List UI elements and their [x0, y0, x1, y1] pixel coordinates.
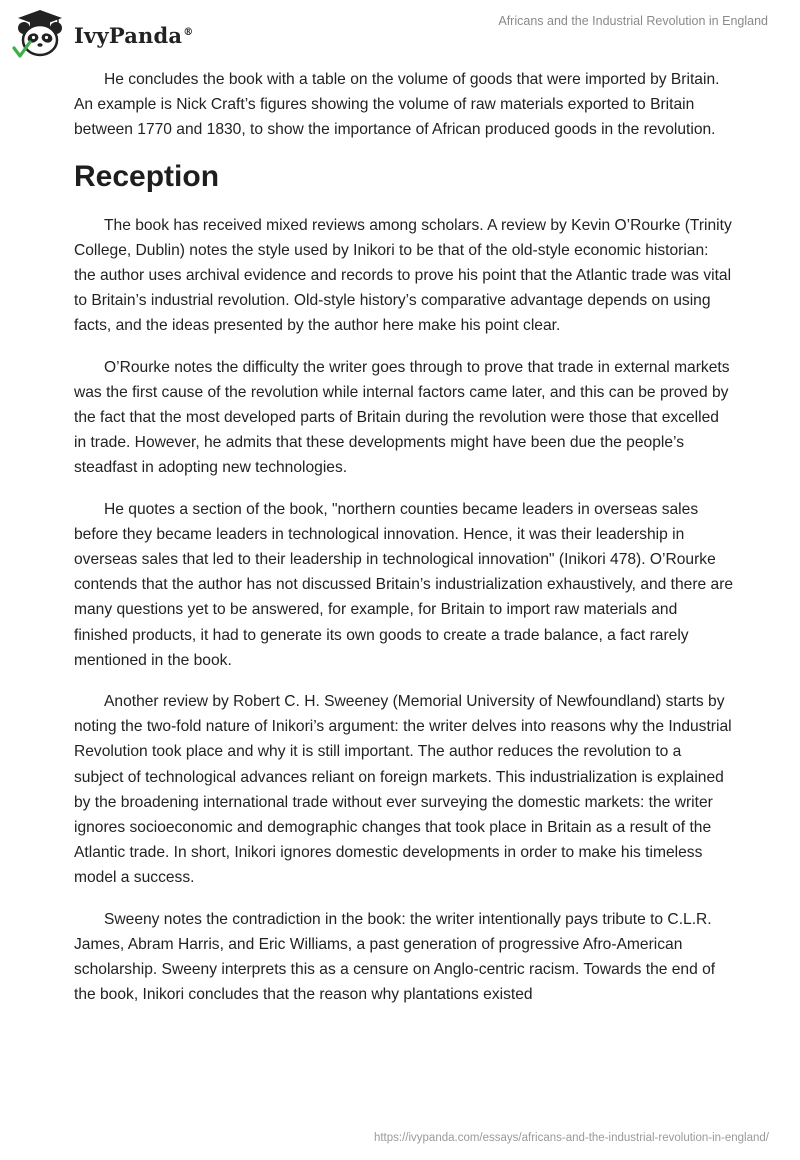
source-url-link[interactable]: https://ivypanda.com/essays/africans-and-the-industrial-revolution-in-england/ — [373, 1132, 769, 1144]
paragraph-3: He quotes a section of the book, "northern counties became leaders in overseas sales before they became leaders in technological innovation. Hence, it was their leadership in overseas sales that led to their leadership in technological innovation" (Inikori 478). O’Rourke contends that the author has not discussed Britain’s industrialization exhaustively, and there are many questions yet to be answered, for example, for Britain to import raw materials and finished products, it had to generate its own goods to create a trade balance, a fact rarely mentioned in the book. — [74, 500, 734, 669]
panda-graduate-icon — [12, 8, 68, 60]
logo-wordmark — [74, 23, 193, 48]
document-title: Africans and the Industrial Revolution in England — [498, 14, 768, 28]
essay-body — [74, 67, 734, 1024]
section-heading-reception: Reception — [74, 159, 220, 193]
page-header — [0, 0, 800, 70]
logo-text: IvyPanda — [74, 22, 183, 48]
paragraph-2: O’Rourke notes the difficulty the writer goes through to prove that trade in external markets was the first cause of the revolution while internal factors came later, and this can be proved by the fact that the most developed parts of Britain during the revolution were those that excelled in trade. However, he admits that these developments might have been due the people’s steadfast in adopting new technologies. — [74, 358, 730, 477]
paragraph-4: Another review by Robert C. H. Sweeney (Memorial University of Newfoundland) starts by noting the two-fold nature of Inikori’s argument: the writer delves into reasons why the Industrial Revolution took place and why it is still important. The author reduces the revolution to a subject of technological advances reliant on foreign markets. This industrialization is explained by the broadening international trade without ever surveying the domestic markets: the writer ignores socioeconomic and demographic changes that took place in Britain as a result of the Atlantic trade. In short, Inikori ignores domestic developments in order to make his timeless model a success. — [74, 693, 732, 887]
registered-mark: ® — [183, 26, 194, 38]
paragraph-intro: He concludes the book with a table on the volume of goods that were imported by Britain. An example is Nick Craft’s figures showing the volume of raw materials exported to Britain between 1770 and 1830, to show the importance of African produced goods in the revolution. — [74, 71, 720, 139]
paragraph-1: The book has received mixed reviews among scholars. A review by Kevin O’Rourke (Trinity College, Dublin) notes the style used by Inikori to be that of the old-style economic historian: the author uses archival evidence and records to prove his point that the Atlantic trade was vital to Britain’s industrial revolution. Old-style history’s comparative advantage depends on using facts, and the ideas presented by the author here make his point clear. — [74, 216, 732, 335]
paragraph-5: Sweeny notes the contradiction in the book: the writer intentionally pays tribute to C.L.R. James, Abram Harris, and Eric Williams, a past generation of progressive Afro-American scholarship. Sweeny interprets this as a censure on Anglo-centric racism. Towards the end of the book, Inikori concludes that the reason why plantations existed — [74, 910, 716, 1004]
ivypanda-logo[interactable] — [12, 8, 193, 60]
